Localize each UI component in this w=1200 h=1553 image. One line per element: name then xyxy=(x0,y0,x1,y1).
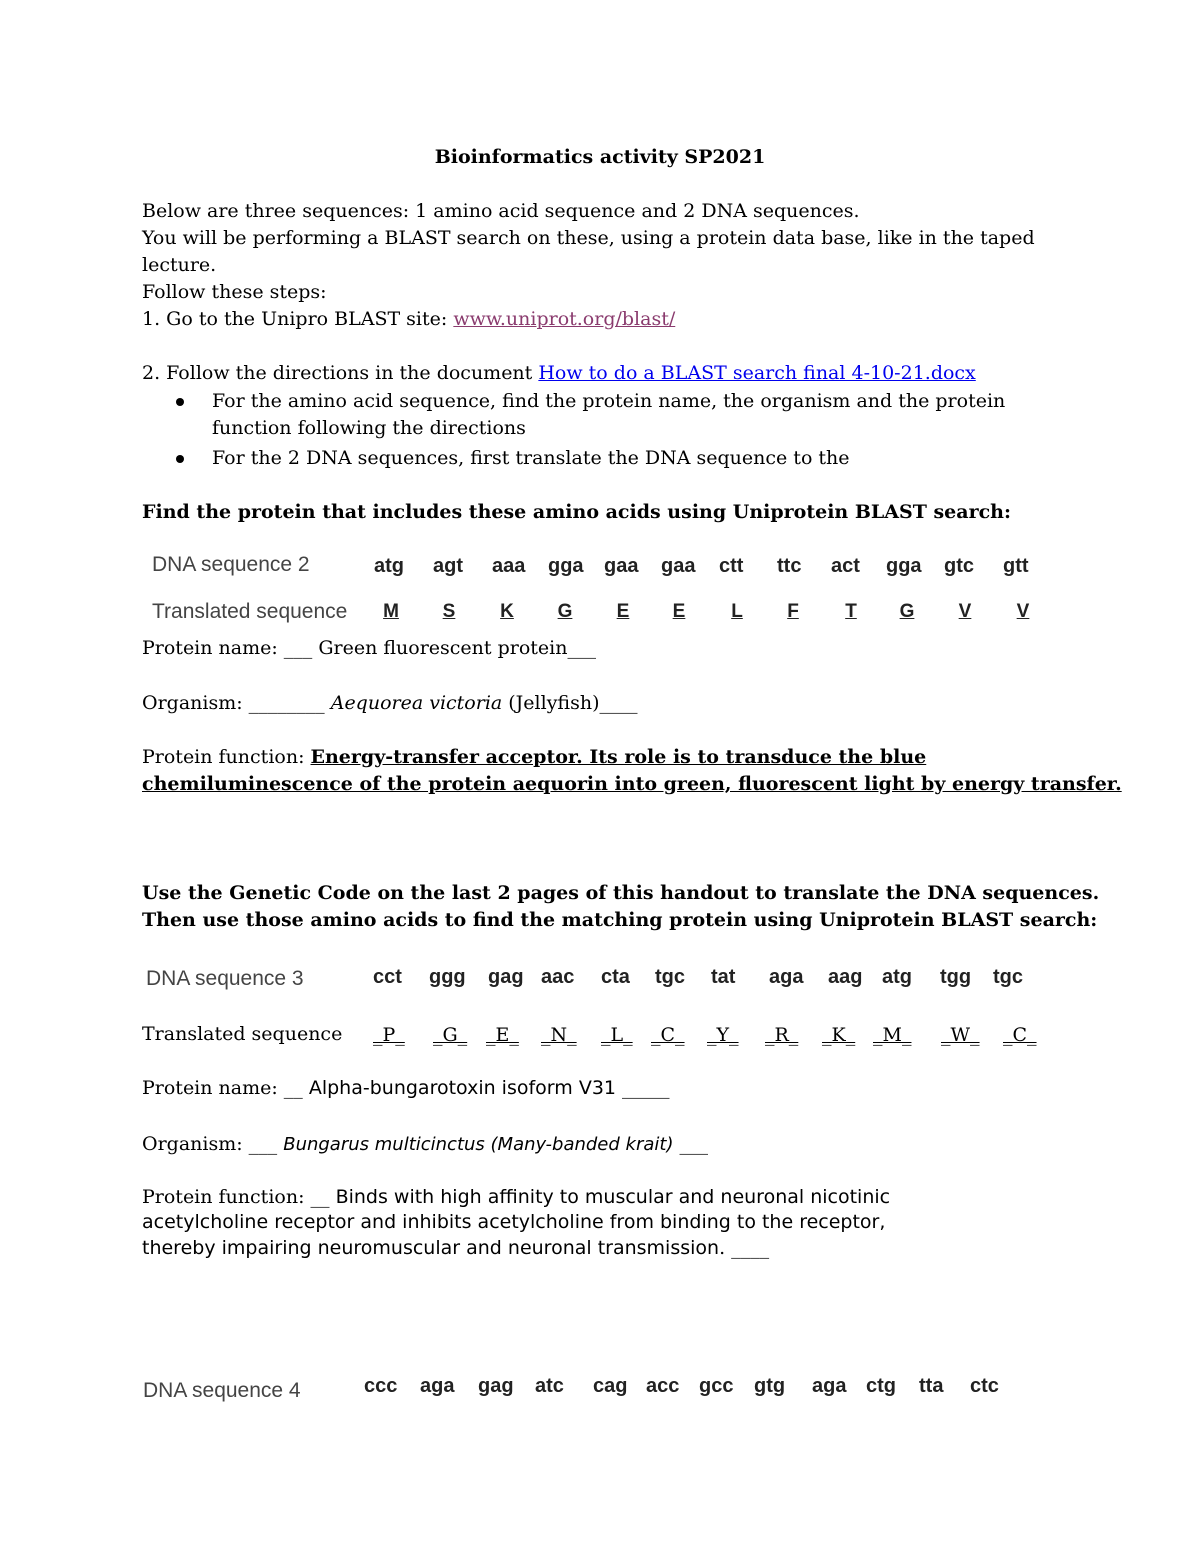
codon: cag xyxy=(593,1375,628,1397)
codon: aac xyxy=(541,966,575,988)
codon: tgc xyxy=(655,966,685,988)
bullet-icon xyxy=(176,455,184,463)
organism-2 xyxy=(142,1133,708,1155)
protein-function-2-line-2: acetylcholine receptor and inhibits acetylcholine from binding to the receptor, xyxy=(142,1211,886,1233)
amino-acid: _G_ xyxy=(433,1024,468,1046)
protein-function-2 xyxy=(142,1186,890,1208)
amino-acid: _R_ xyxy=(765,1024,799,1046)
codon: cta xyxy=(601,966,630,988)
codon: acc xyxy=(646,1375,680,1397)
codon: gcc xyxy=(699,1375,734,1397)
codon: act xyxy=(831,555,860,577)
bullet-2: For the 2 DNA sequences, first translate the DNA sequence to the xyxy=(212,447,850,469)
amino-acid: S xyxy=(442,601,456,622)
dna-seq-3-label: DNA sequence 3 xyxy=(146,967,304,990)
bullet-1-line-2: function following the directions xyxy=(212,417,526,439)
section-2-heading-line-1: Use the Genetic Code on the last 2 pages of this handout to translate the DNA sequences. xyxy=(142,882,1100,904)
protein-function-2-line-3: thereby impairing neuromuscular and neuronal transmission xyxy=(142,1237,720,1259)
amino-acid: V xyxy=(1016,601,1030,622)
protein-function-1-line-2: chemiluminescence of the protein aequorin into green, fluorescent light by energy transfer. xyxy=(142,773,1122,795)
intro-line-4: Follow these steps: xyxy=(142,281,327,303)
amino-acid: _C_ xyxy=(651,1024,685,1046)
dna-seq-4-label: DNA sequence 4 xyxy=(143,1379,301,1402)
amino-acid: F xyxy=(787,601,799,622)
amino-acid: _L_ xyxy=(601,1024,633,1046)
amino-acid: _K_ xyxy=(822,1024,856,1046)
codon: aga xyxy=(769,966,804,988)
organism-1-suffix: (Jellyfish)____ xyxy=(502,692,638,714)
codon: aga xyxy=(420,1375,455,1397)
amino-acid: E xyxy=(672,601,686,622)
codon: tat xyxy=(711,966,736,988)
protein-function-2-line-1: Binds with high affinity to muscular and neuronal nicotinic xyxy=(335,1186,891,1208)
codon: gag xyxy=(478,1375,514,1397)
step-2 xyxy=(142,362,976,384)
protein-name-1 xyxy=(142,637,596,659)
codon: atg xyxy=(882,966,912,988)
codon: aaa xyxy=(492,555,526,577)
protein-name-1-value: Green fluorescent protein xyxy=(318,637,568,659)
section-1-heading: Find the protein that includes these amino acids using Uniprotein BLAST search: xyxy=(142,501,1011,523)
amino-acid: G xyxy=(557,601,573,622)
codon: gaa xyxy=(661,555,696,577)
uniprot-blast-link[interactable]: www.uniprot.org/blast/ xyxy=(453,308,676,330)
protein-function-2-prefix: Protein function: __ xyxy=(142,1186,336,1208)
protein-function-2-suffix: . ____ xyxy=(719,1237,770,1259)
organism-2-suffix: ___ xyxy=(673,1133,709,1155)
codon: gtt xyxy=(1003,555,1029,577)
blast-doc-link[interactable]: How to do a BLAST search final 4-10-21.docx xyxy=(538,362,976,384)
codon: tgg xyxy=(940,966,972,988)
organism-1-value: Aequorea victoria xyxy=(330,692,503,714)
codon: ttc xyxy=(777,555,802,577)
amino-acid: _E_ xyxy=(486,1024,519,1046)
protein-name-2 xyxy=(142,1077,670,1099)
codon: ccc xyxy=(364,1375,398,1397)
amino-acid: _C_ xyxy=(1003,1024,1037,1046)
amino-acid: M xyxy=(383,601,399,622)
amino-acid: _P_ xyxy=(373,1024,405,1046)
codon: atg xyxy=(374,555,404,577)
bullet-1-line-1: For the amino acid sequence, find the protein name, the organism and the protein xyxy=(212,390,1006,412)
protein-name-2-suffix: _____ xyxy=(616,1077,670,1099)
codon: ctg xyxy=(866,1375,896,1397)
translated-seq-2-label: Translated sequence xyxy=(152,600,348,623)
codon: gtc xyxy=(944,555,974,577)
amino-acid: L xyxy=(731,601,743,622)
translated-seq-3-label: Translated sequence xyxy=(142,1023,343,1045)
codon: gtg xyxy=(754,1375,786,1397)
section-2-heading-line-2: Then use those amino acids to find the matching protein using Uniprotein BLAST search: xyxy=(142,909,1098,931)
amino-acid: K xyxy=(500,601,514,622)
protein-name-2-prefix: Protein name: __ xyxy=(142,1077,309,1099)
organism-2-prefix: Organism: ___ xyxy=(142,1133,284,1155)
protein-name-1-prefix: Protein name: ___ xyxy=(142,637,319,659)
codon: ctc xyxy=(970,1375,999,1397)
codon: atc xyxy=(535,1375,564,1397)
bullet-icon xyxy=(176,398,184,406)
protein-name-2-value: Alpha-bungarotoxin isoform V31 xyxy=(308,1077,616,1099)
codon: tta xyxy=(919,1375,944,1397)
codon: ggg xyxy=(429,966,466,988)
protein-function-1 xyxy=(142,746,926,768)
codon: gag xyxy=(488,966,524,988)
codon: gaa xyxy=(604,555,639,577)
codon: aga xyxy=(812,1375,847,1397)
amino-acid: T xyxy=(845,601,857,622)
protein-function-1-prefix: Protein function: xyxy=(142,746,311,768)
codon: aag xyxy=(828,966,863,988)
organism-2-value: Bungarus multicinctus (Many-banded krait) xyxy=(283,1134,674,1155)
codon: tgc xyxy=(993,966,1023,988)
protein-name-1-suffix: ___ xyxy=(567,637,596,659)
amino-acid: _W_ xyxy=(941,1024,980,1046)
intro-line-3: lecture. xyxy=(142,254,217,276)
codon: gga xyxy=(886,555,922,577)
amino-acid: G xyxy=(899,601,915,622)
amino-acid: _N_ xyxy=(541,1024,577,1046)
intro-line-2: You will be performing a BLAST search on these, using a protein data base, like in the taped xyxy=(142,227,1035,249)
dna-seq-2-label: DNA sequence 2 xyxy=(152,553,310,576)
codon: agt xyxy=(433,555,463,577)
codon: gga xyxy=(548,555,584,577)
organism-1-prefix: Organism: ________ xyxy=(142,692,331,714)
amino-acid: _Y_ xyxy=(707,1024,739,1046)
page-title: Bioinformatics activity SP2021 xyxy=(434,146,766,168)
amino-acid: V xyxy=(958,601,972,622)
intro-line-1: Below are three sequences: 1 amino acid sequence and 2 DNA sequences. xyxy=(142,200,860,222)
amino-acid: E xyxy=(616,601,630,622)
step-1 xyxy=(142,308,675,330)
amino-acid: _M_ xyxy=(873,1024,912,1046)
protein-function-1-line-1: Energy-transfer acceptor. Its role is to transduce the blue xyxy=(310,746,927,768)
codon: cct xyxy=(373,966,402,988)
step-1-text: 1. Go to the Unipro BLAST site: xyxy=(142,308,454,330)
codon: ctt xyxy=(719,555,744,577)
organism-1 xyxy=(142,692,638,714)
step-2-text: 2. Follow the directions in the document xyxy=(142,362,539,384)
protein-function-2-line-3-row xyxy=(142,1237,769,1259)
